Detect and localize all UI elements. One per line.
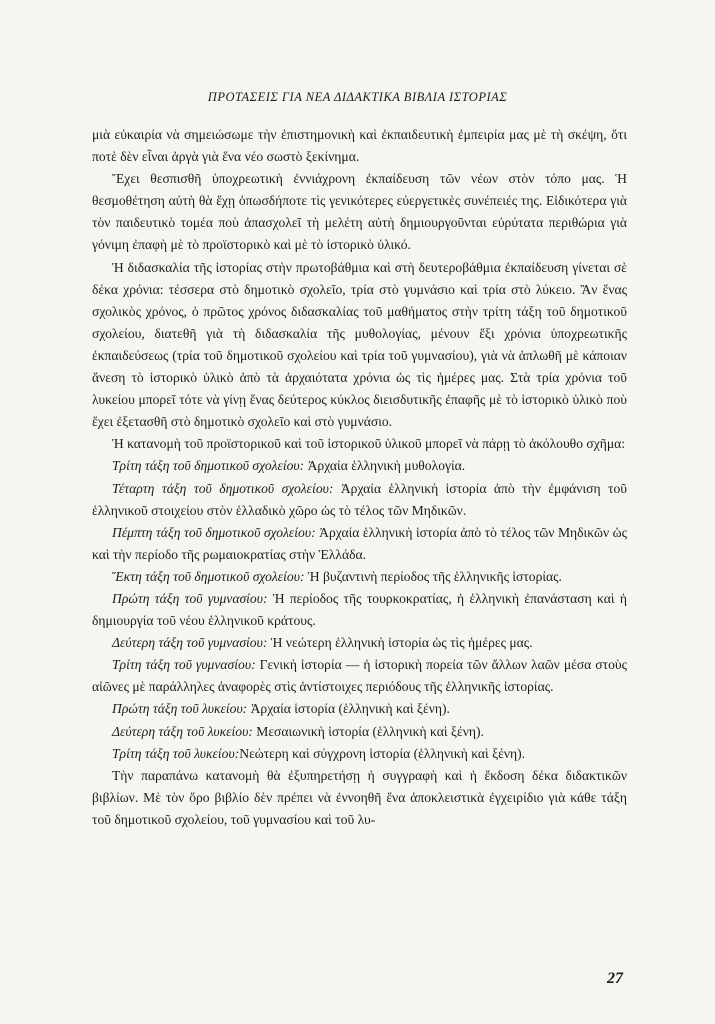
schedule-content: Μεσαιωνικὴ ἱστορία (ἑλληνικὴ καὶ ξένη).	[252, 723, 484, 739]
schedule-grade: Ἕκτη τάξη τοῦ δημοτικοῦ σχολείου:	[112, 568, 305, 584]
schedule-content: Ἀρχαία ἱστορία (ἑλληνικὴ καὶ ξένη).	[247, 701, 450, 717]
paragraph-continuation: μιὰ εὐκαιρία νὰ σημειώσωμε τὴν ἐπιστημονικὴ καὶ ἐκπαιδευτικὴ ἐμπειρία μας μὲ τὴ σκέψη, ὅτι ποτὲ δὲν εἶναι ἀργὰ γιὰ ἕνα νέο σωστὸ ξεκίνημα.	[92, 127, 627, 165]
schedule-list	[92, 455, 627, 764]
schedule-content: Ἡ περίοδος τῆς τουρκοκρατίας, ἡ ἑλληνικὴ ἐπανάσταση καὶ ἡ δημιουργία τοῦ νέου ἑλληνικοῦ κράτους.	[92, 590, 627, 629]
schedule-content: Ἀρχαία ἑλληνικὴ ἱστορία ἀπὸ τὸ τέλος τῶν Μηδικῶν ὡς καὶ τὴν περίοδο τῆς ρωμαιοκρατίας στὴν Ἑλλάδα.	[92, 524, 627, 562]
schedule-content: Ἡ βυζαντινὴ περίοδος τῆς ἑλληνικῆς ἱστορίας.	[304, 568, 562, 584]
schedule-item	[92, 654, 627, 698]
paragraph-compulsory-education: Ἔχει θεσπισθῆ ὑποχρεωτικὴ ἐννιάχρονη ἐκπαίδευση τῶν νέων στὸν τόπο μας. Ἡ θεσμοθέτηση αὐτὴ θὰ ἔχῃ ὁπωσδήποτε τὶς γενικότερες εὐεργετικὲς συνέπειές της. Εἰδικότερα γιὰ τὸν παιδευτικὸ τομέα ποὺ ἀπασχολεῖ τὴ μελέτη αὐτὴ δημιουργοῦνται εὐρύτατα περιθώρια γιὰ γόνιμη ἐπαφὴ μὲ τὸ προϊστορικὸ καὶ μὲ τὸ ἱστορικὸ ὑλικό.	[92, 171, 627, 253]
schedule-content: Γενικὴ ἱστορία — ἡ ἱστορικὴ πορεία τῶν ἄλλων λαῶν μέσα στοὺς αἰῶνες μὲ παράλληλες ἀναφορὲς στὶς ἀντίστοιχες περιόδους τῆς ἑλληνικῆς ἱστορίας.	[92, 657, 627, 695]
schedule-item	[92, 478, 627, 522]
schedule-item	[92, 522, 627, 566]
schedule-grade: Πρώτη τάξη τοῦ γυμνασίου:	[112, 590, 268, 606]
running-head: ΠΡΟΤΑΣΕΙΣ ΓΙΑ ΝΕΑ ΔΙΔΑΚΤΙΚΑ ΒΙΒΛΙΑ ΙΣΤΟΡΙΑΣ	[207, 90, 508, 104]
schedule-grade: Τέταρτη τάξη τοῦ δημοτικοῦ σχολείου:	[112, 480, 334, 496]
body-text	[92, 124, 627, 831]
schedule-item	[92, 566, 627, 588]
schedule-content: Νεώτερη καὶ σύγχρονη ἱστορία (ἑλληνικὴ καὶ ξένη).	[239, 745, 526, 761]
schedule-grade: Δεύτερη τάξη τοῦ γυμνασίου:	[112, 635, 268, 651]
schedule-grade: Τρίτη τάξη τοῦ δημοτικοῦ σχολείου:	[112, 458, 305, 474]
schedule-item	[92, 632, 627, 654]
schedule-grade: Πέμπτη τάξη τοῦ δημοτικοῦ σχολείου:	[112, 524, 316, 540]
schedule-content: Ἀρχαία ἑλληνικὴ μυθολογία.	[304, 458, 466, 474]
schedule-content: Ἀρχαία ἑλληνικὴ ἱστορία ἀπὸ τὴν ἐμφάνιση τοῦ ἑλληνικοῦ στοιχείου στὸν ἑλλαδικὸ χῶρο ὡς τὸ τέλος τῶν Μηδικῶν.	[92, 480, 627, 518]
paragraph-distribution-intro: Ἡ κατανομὴ τοῦ προϊστορικοῦ καὶ τοῦ ἱστορικοῦ ὑλικοῦ μπορεῖ νὰ πάρῃ τὸ ἀκόλουθο σχῆμα:	[112, 436, 626, 452]
schedule-grade: Τρίτη τάξη τοῦ λυκείου:	[112, 745, 240, 761]
schedule-item	[92, 721, 627, 743]
schedule-item	[92, 698, 627, 720]
schedule-grade: Τρίτη τάξη τοῦ γυμνασίου:	[112, 657, 256, 673]
schedule-grade: Δεύτερη τάξη τοῦ λυκείου:	[112, 723, 253, 739]
paragraph-textbooks: Τὴν παραπάνω κατανομὴ θὰ ἐξυπηρετήσῃ ἡ συγγραφὴ καὶ ἡ ἔκδοση δέκα διδακτικῶν βιβλίων. Μὲ τὸν ὅρο βιβλίο δὲν πρέπει νὰ ἐννοηθῆ ἕνα ἀποκλειστικὰ ἐγχειρίδιο γιὰ κάθε τάξη τοῦ δημοτικοῦ σχολείου, τοῦ γυμνασίου καὶ τοῦ λυ-	[92, 767, 627, 827]
paragraph-history-teaching: Ἡ διδασκαλία τῆς ἱστορίας στὴν πρωτοβάθμια καὶ στὴ δευτεροβάθμια ἐκπαίδευση γίνεται σὲ δέκα χρόνια: τέσσερα στὸ δημοτικὸ σχολεῖο, τρία στὸ γυμνάσιο καὶ τρία στὸ λύκειο. Ἂν ἕνας σχολικὸς χρόνος, ὁ πρῶτος χρόνος διδασκαλίας τοῦ μαθήματος στὴν τρίτη τάξη τοῦ δημοτικοῦ σχολείου, διατεθῆ γιὰ τὴ διδασκαλία τῆς μυθολογίας, μένουν ἕξι χρόνια ὑποχρεωτικῆς ἐκπαιδεύσεως (τρία τοῦ δημοτικοῦ σχολείου καὶ τρία τοῦ γυμνασίου), γιὰ νὰ ἁπλωθῆ μὲ κάποιαν ἄνεση τὸ ἱστορικὸ ὑλικὸ ἀπὸ τὰ ἀρχαιότατα χρόνια ὡς τὶς ἡμέρες μας. Στὰ τρία χρόνια τοῦ λυκείου μπορεῖ τότε νὰ γίνῃ ἕνας δεύτερος κύκλος διεισδυτικῆς ἐπαφῆς μὲ τὸ ἱστορικὸ ὑλικὸ ποὺ ἔχει ἐξετασθῆ στὸ δημοτικὸ σχολεῖο καὶ στὸ γυμνάσιο.	[92, 259, 627, 430]
schedule-item	[92, 588, 627, 632]
schedule-item	[92, 455, 627, 477]
page-number: 27	[607, 970, 623, 987]
schedule-grade: Πρώτη τάξη τοῦ λυκείου:	[112, 701, 248, 717]
schedule-item	[92, 743, 627, 765]
schedule-content: Ἡ νεώτερη ἑλληνικὴ ἱστορία ὡς τὶς ἡμέρες μας.	[267, 635, 533, 651]
